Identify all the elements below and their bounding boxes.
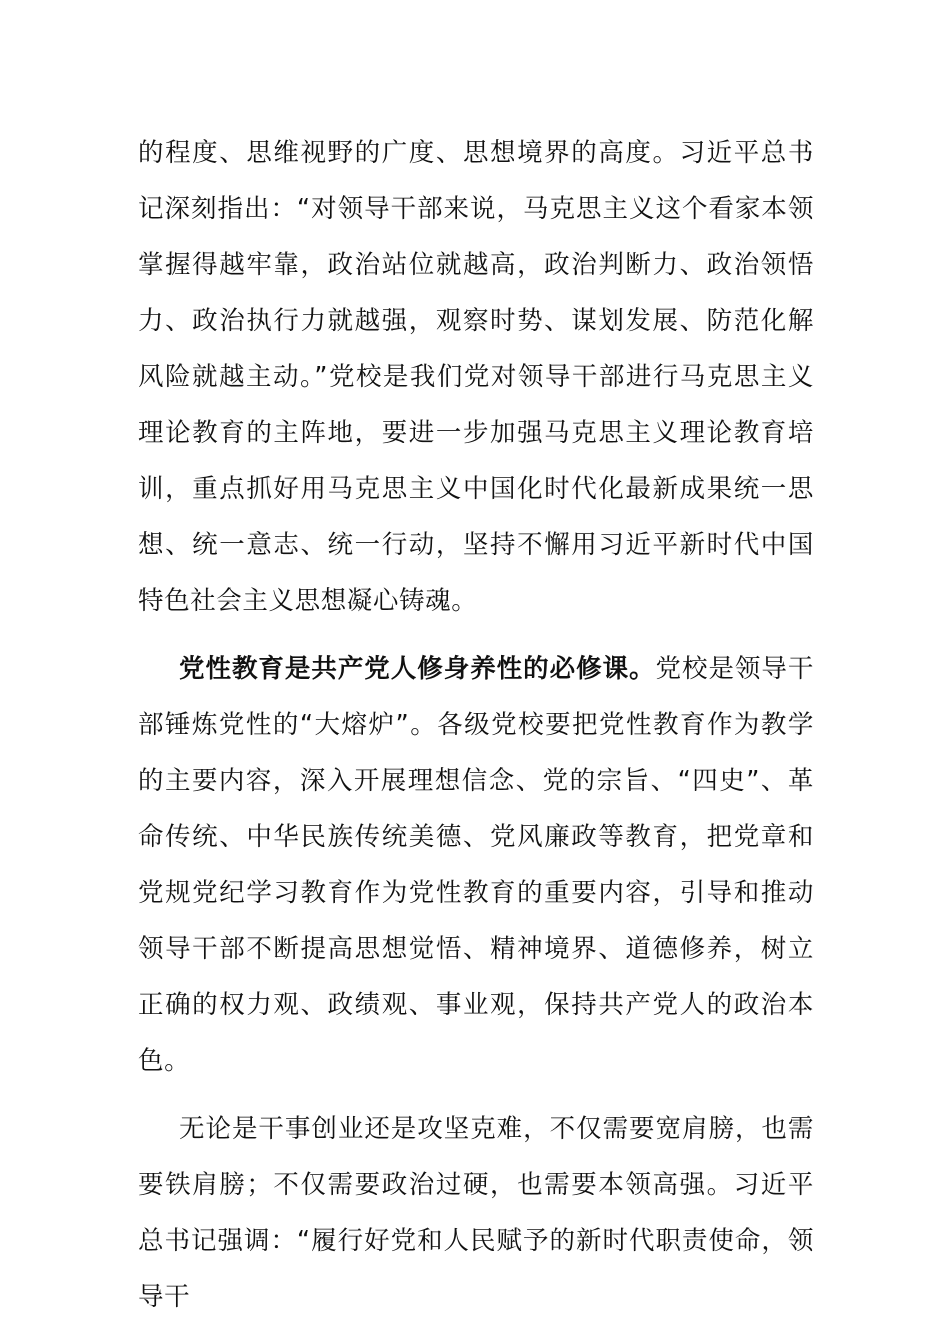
paragraph-2-body: 党校是领导干部锤炼党性的“大熔炉”。各级党校要把党性教育作为教学的主要内容，深入开展理想信念、党的宗旨、“四史”、革命传统、中华民族传统美德、党风廉政等教育，把党章和党规党纪学习教育作为党性教育的重要内容，引导和推动领导干部不断提高思想觉悟、精神境界、道德修养，树立正确的权力观、政绩观、事业观，保持共产党人的政治本色。 <box>138 654 814 1076</box>
document-page <box>138 125 814 1325</box>
paragraph-2 <box>138 641 814 1089</box>
paragraph-2-lead: 党性教育是共产党人修身养性的必修课。 <box>179 654 656 684</box>
paragraph-3: 无论是干事创业还是攻坚克难，不仅需要宽肩膀，也需要铁肩膀；不仅需要政治过硬，也需要本领高强。习近平总书记强调：“履行好党和人民赋予的新时代职责使命，领导干 <box>138 1114 814 1312</box>
paragraph-1: 的程度、思维视野的广度、思想境界的高度。习近平总书记深刻指出：“对领导干部来说，马克思主义这个看家本领掌握得越牢靠，政治站位就越高，政治判断力、政治领悟力、政治执行力就越强，观察时势、谋划发展、防范化解风险就越主动。”党校是我们党对领导干部进行马克思主义理论教育的主阵地，要进一步加强马克思主义理论教育培训，重点抓好用马克思主义中国化时代化最新成果统一思想、统一意志、统一行动，坚持不懈用习近平新时代中国特色社会主义思想凝心铸魂。 <box>138 138 814 616</box>
